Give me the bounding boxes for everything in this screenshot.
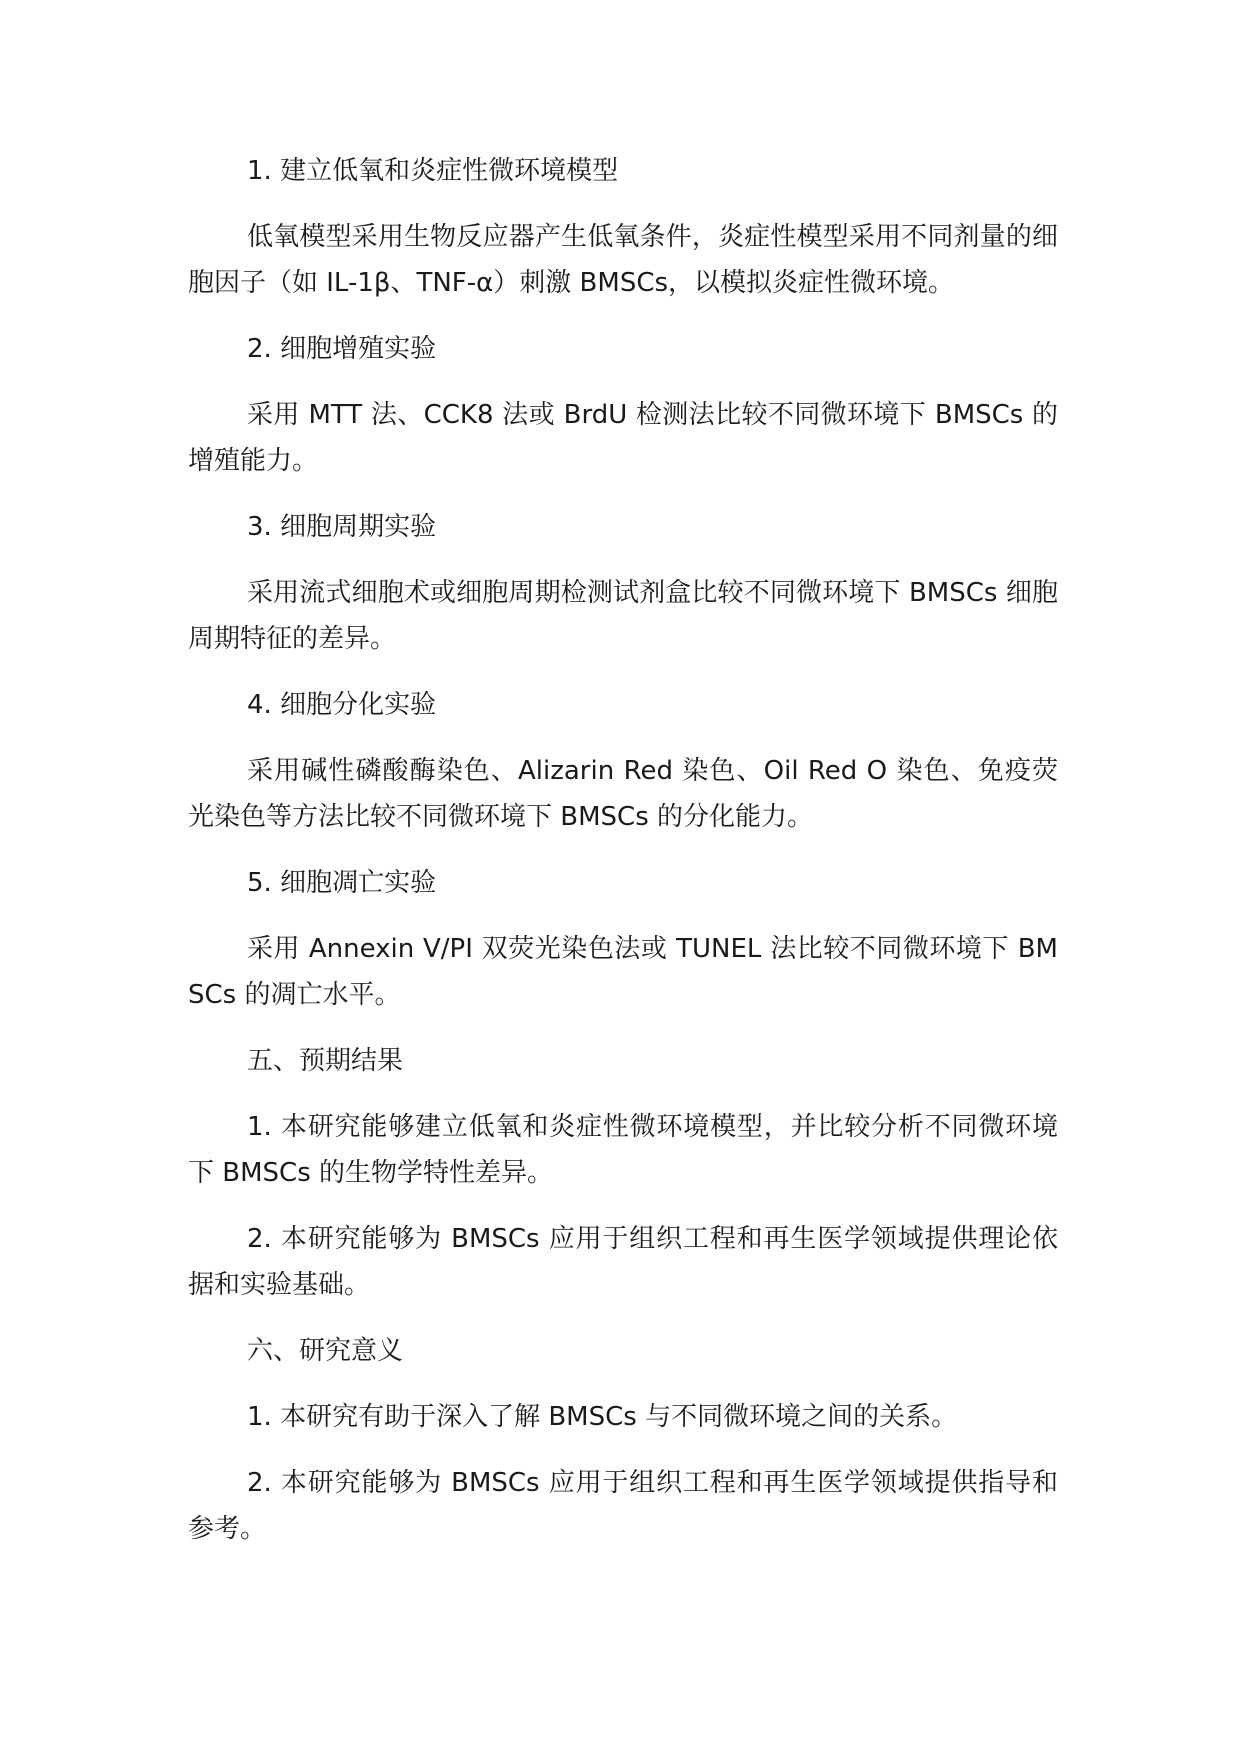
body-paragraph: 低氧模型采用生物反应器产生低氧条件，炎症性模型采用不同剂量的细胞因子（如 IL-1β、TNF-α）刺激 BMSCs，以模拟炎症性微环境。 <box>188 222 1058 298</box>
document-body <box>188 148 1058 1572</box>
chapter-heading: 六、研究意义 <box>247 1336 404 1366</box>
section-heading: 3. 细胞周期实验 <box>247 512 437 542</box>
section-heading: 4. 细胞分化实验 <box>247 690 437 720</box>
body-paragraph: 1. 本研究有助于深入了解 BMSCs 与不同微环境之间的关系。 <box>247 1402 958 1432</box>
body-paragraph: 2. 本研究能够为 BMSCs 应用于组织工程和再生医学领域提供理论依据和实验基础。 <box>188 1224 1058 1300</box>
body-paragraph: 采用碱性磷酸酶染色、Alizarin Red 染色、Oil Red O 染色、免疫荧光染色等方法比较不同微环境下 BMSCs 的分化能力。 <box>188 756 1058 832</box>
section-heading: 2. 细胞增殖实验 <box>247 334 437 364</box>
body-paragraph: 采用流式细胞术或细胞周期检测试剂盒比较不同微环境下 BMSCs 细胞周期特征的差异。 <box>188 578 1058 654</box>
section-heading: 5. 细胞凋亡实验 <box>247 868 437 898</box>
body-paragraph: 采用 Annexin V/PI 双荧光染色法或 TUNEL 法比较不同微环境下 BMSCs 的凋亡水平。 <box>188 934 1058 1010</box>
body-paragraph: 采用 MTT 法、CCK8 法或 BrdU 检测法比较不同微环境下 BMSCs 的增殖能力。 <box>188 400 1058 476</box>
body-paragraph: 1. 本研究能够建立低氧和炎症性微环境模型，并比较分析不同微环境下 BMSCs 的生物学特性差异。 <box>188 1112 1058 1188</box>
section-heading: 1. 建立低氧和炎症性微环境模型 <box>247 156 619 186</box>
body-paragraph: 2. 本研究能够为 BMSCs 应用于组织工程和再生医学领域提供指导和参考。 <box>188 1468 1058 1544</box>
chapter-heading: 五、预期结果 <box>247 1046 404 1076</box>
